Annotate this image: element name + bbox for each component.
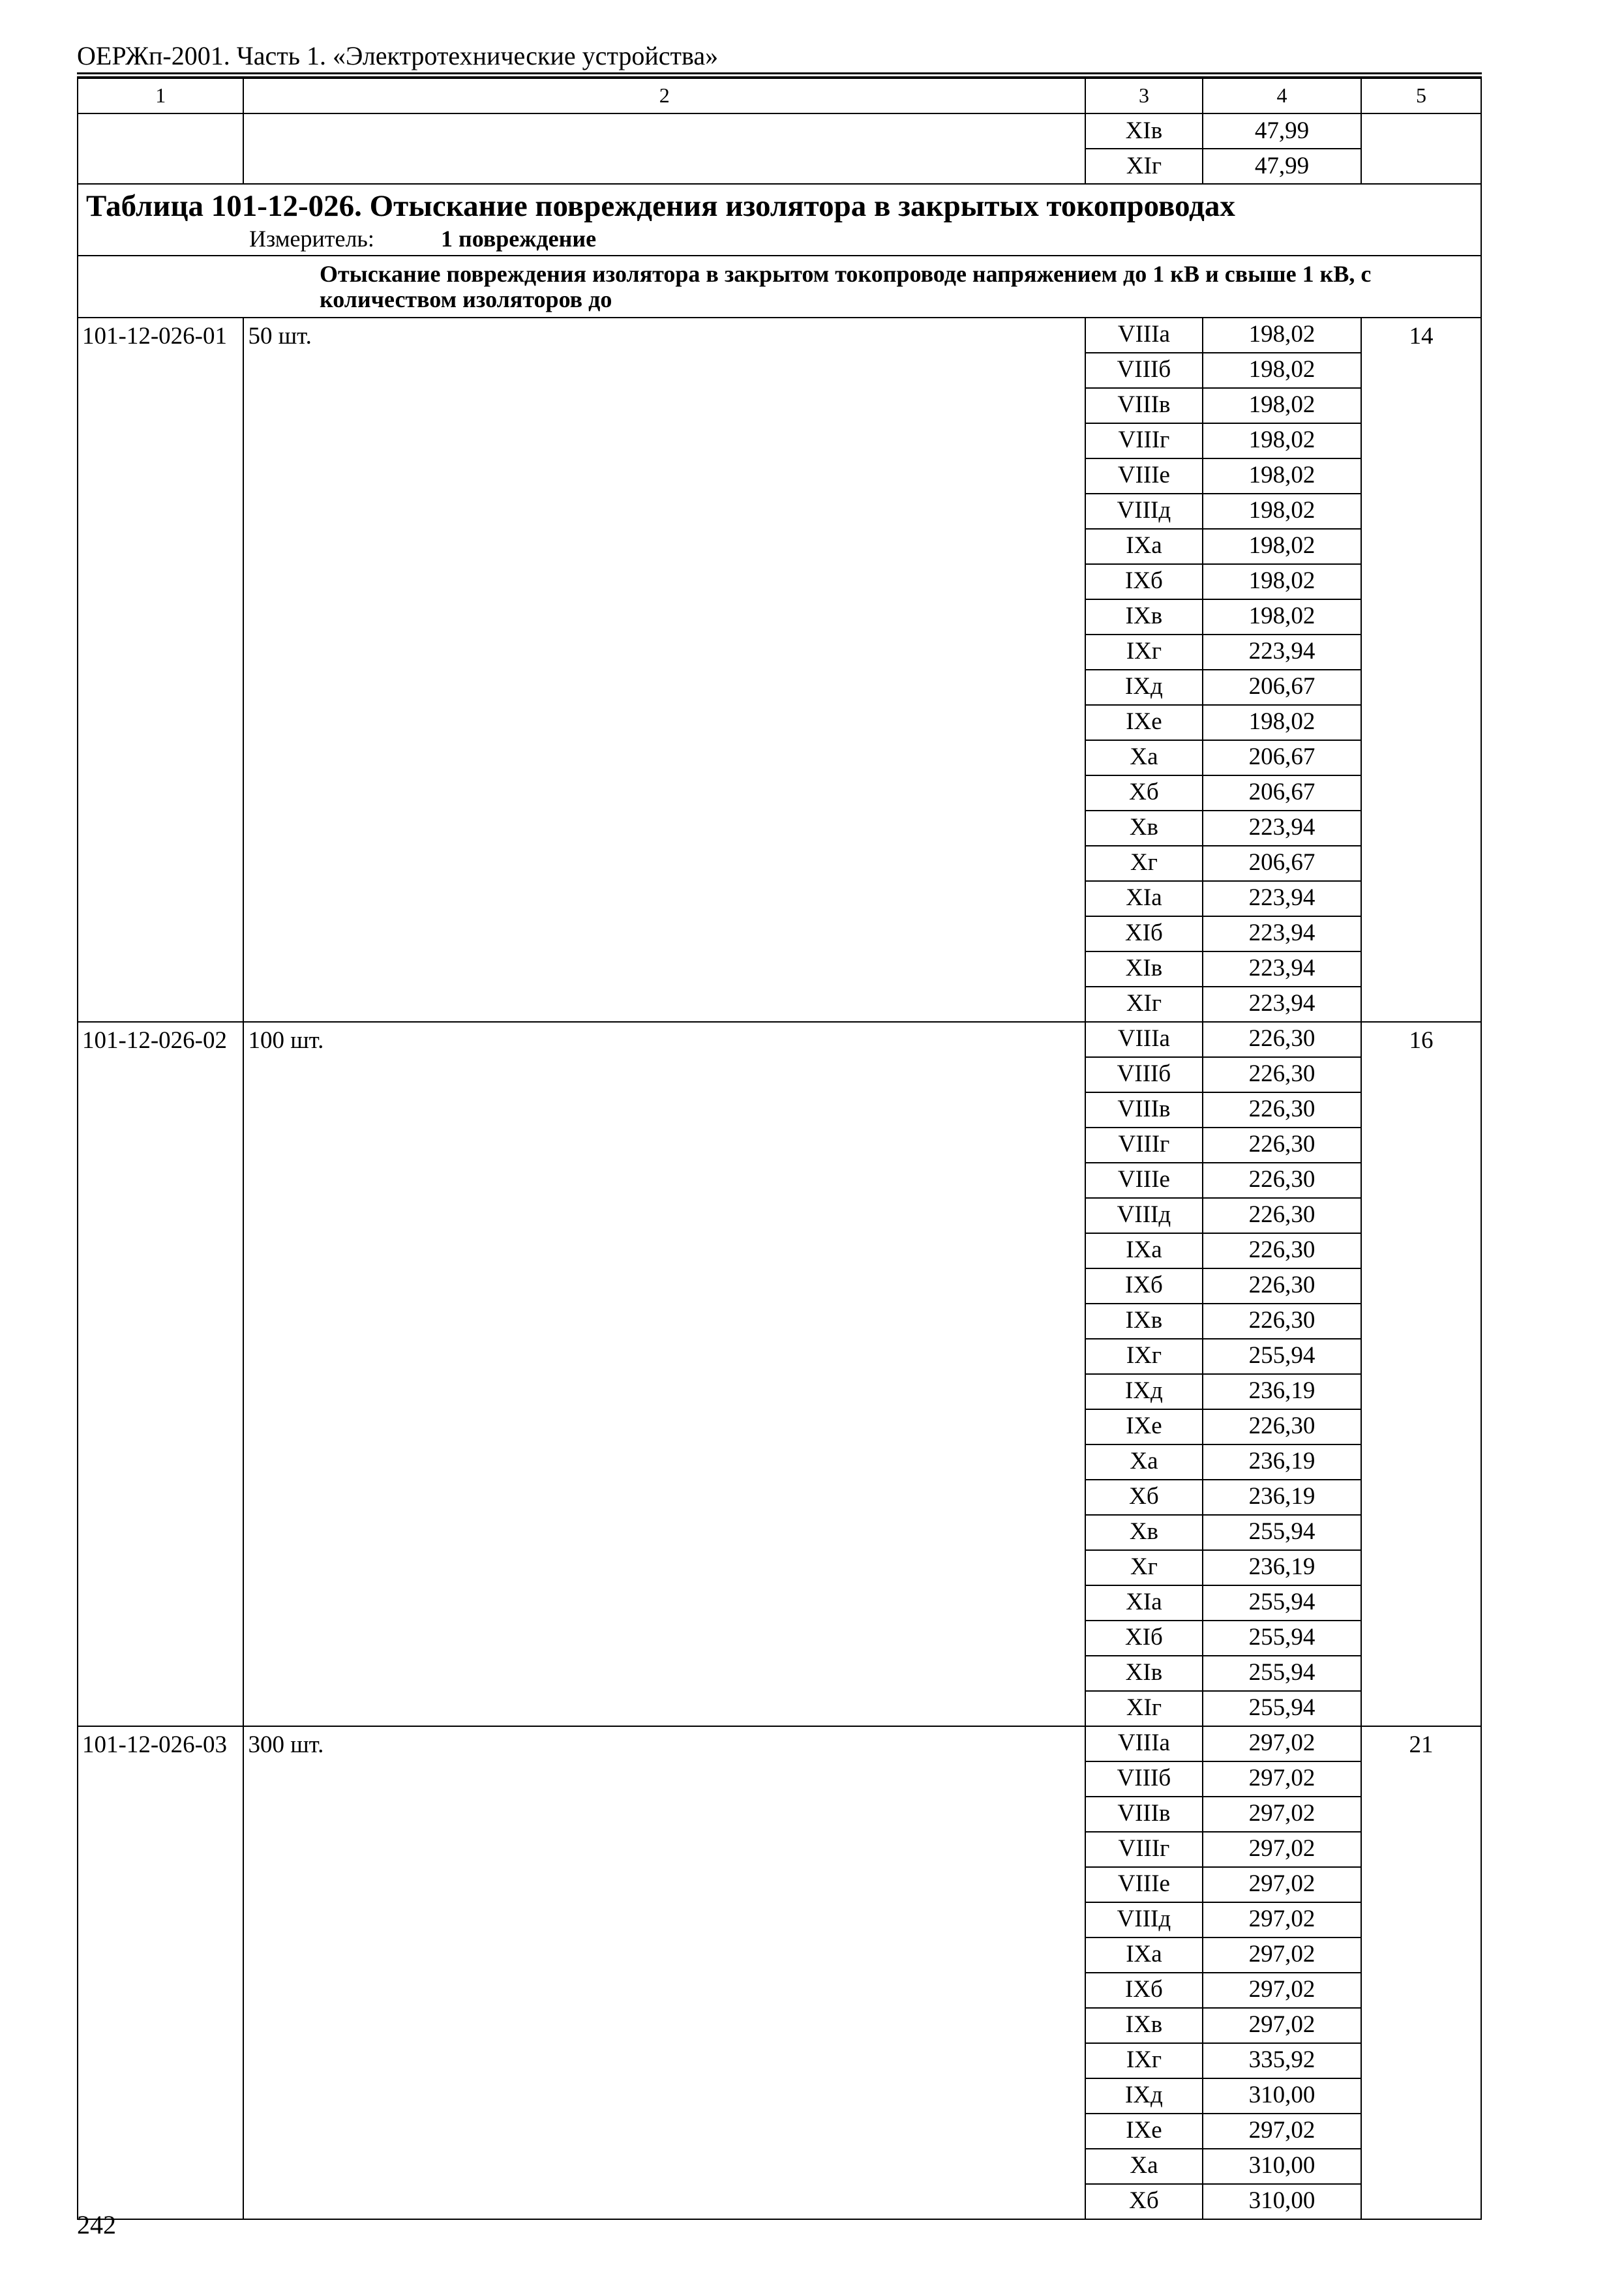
class-cell: VIIIа	[1085, 1726, 1203, 1761]
value-cell: 297,02	[1203, 1937, 1361, 1973]
class-cell: VIIIв	[1085, 1797, 1203, 1832]
value-cell: 206,67	[1203, 670, 1361, 705]
class-cell: XIв	[1085, 113, 1203, 149]
class-cell: Xб	[1085, 775, 1203, 811]
class-cell: Xб	[1085, 1480, 1203, 1515]
class-cell: VIIIв	[1085, 388, 1203, 423]
value-cell: 236,19	[1203, 1374, 1361, 1409]
item-count: 14	[1361, 318, 1481, 1022]
class-cell: VIIIв	[1085, 1092, 1203, 1128]
table-row	[78, 1726, 1481, 1761]
column-number: 3	[1085, 78, 1203, 113]
header-rule	[77, 72, 1482, 74]
value-cell: 47,99	[1203, 113, 1361, 149]
value-cell: 310,00	[1203, 2149, 1361, 2184]
page-header: ОЕРЖп-2001. Часть 1. «Электротехнические устройства»	[77, 41, 719, 70]
class-cell: IXд	[1085, 2078, 1203, 2114]
table-title-row	[78, 184, 1481, 256]
value-cell: 310,00	[1203, 2184, 1361, 2219]
value-cell: 297,02	[1203, 1832, 1361, 1867]
class-cell: IXв	[1085, 599, 1203, 635]
item-code: 101-12-026-01	[78, 318, 243, 1022]
class-cell: Xг	[1085, 846, 1203, 881]
class-cell: XIв	[1085, 951, 1203, 987]
subheader-text: Отыскание повреждения изолятора в закрытом токопроводе напряжением до 1 кВ и свыше 1 кВ, с количеством изоляторов до	[78, 256, 1481, 318]
class-cell: XIб	[1085, 1621, 1203, 1656]
value-cell: 255,94	[1203, 1621, 1361, 1656]
value-cell: 198,02	[1203, 494, 1361, 529]
value-cell: 255,94	[1203, 1585, 1361, 1621]
value-cell: 206,67	[1203, 775, 1361, 811]
value-cell: 226,30	[1203, 1268, 1361, 1304]
value-cell: 223,94	[1203, 881, 1361, 916]
class-cell: Xа	[1085, 2149, 1203, 2184]
class-cell: XIг	[1085, 987, 1203, 1022]
class-cell: VIIIа	[1085, 1022, 1203, 1057]
class-cell: IXе	[1085, 2114, 1203, 2149]
class-cell: IXа	[1085, 1233, 1203, 1268]
rates-table	[77, 78, 1482, 2220]
class-cell: VIIIг	[1085, 1832, 1203, 1867]
value-cell: 226,30	[1203, 1304, 1361, 1339]
class-cell: IXг	[1085, 2043, 1203, 2078]
class-cell: IXг	[1085, 1339, 1203, 1374]
class-cell: VIIIд	[1085, 1198, 1203, 1233]
class-cell: IXа	[1085, 1937, 1203, 1973]
item-code: 101-12-026-02	[78, 1022, 243, 1726]
empty-code-cell	[78, 113, 243, 184]
class-cell: IXб	[1085, 1268, 1203, 1304]
table-row	[78, 1022, 1481, 1057]
value-cell: 297,02	[1203, 1902, 1361, 1937]
class-cell: XIа	[1085, 881, 1203, 916]
class-cell: IXа	[1085, 529, 1203, 564]
class-cell: VIIIб	[1085, 1761, 1203, 1797]
column-number-row	[78, 78, 1481, 113]
value-cell: 236,19	[1203, 1480, 1361, 1515]
class-cell: VIIIд	[1085, 1902, 1203, 1937]
value-cell: 297,02	[1203, 1797, 1361, 1832]
class-cell: IXд	[1085, 1374, 1203, 1409]
class-cell: VIIIг	[1085, 423, 1203, 458]
table-title: Таблица 101-12-026. Отыскание повреждения изолятора в закрытых токопроводах	[86, 189, 1235, 223]
empty-count-cell	[1361, 113, 1481, 184]
column-number: 4	[1203, 78, 1361, 113]
value-cell: 226,30	[1203, 1128, 1361, 1163]
value-cell: 255,94	[1203, 1339, 1361, 1374]
value-cell: 223,94	[1203, 635, 1361, 670]
value-cell: 226,30	[1203, 1022, 1361, 1057]
value-cell: 198,02	[1203, 318, 1361, 353]
class-cell: VIIIг	[1085, 1128, 1203, 1163]
value-cell: 255,94	[1203, 1515, 1361, 1550]
class-cell: XIг	[1085, 1691, 1203, 1726]
class-cell: Xб	[1085, 2184, 1203, 2219]
class-cell: VIIIе	[1085, 1163, 1203, 1198]
value-cell: 297,02	[1203, 2114, 1361, 2149]
value-cell: 226,30	[1203, 1233, 1361, 1268]
value-cell: 297,02	[1203, 1867, 1361, 1902]
class-cell: XIв	[1085, 1656, 1203, 1691]
value-cell: 198,02	[1203, 423, 1361, 458]
value-cell: 198,02	[1203, 388, 1361, 423]
item-count: 16	[1361, 1022, 1481, 1726]
value-cell: 310,00	[1203, 2078, 1361, 2114]
column-number: 5	[1361, 78, 1481, 113]
value-cell: 223,94	[1203, 811, 1361, 846]
value-cell: 297,02	[1203, 2008, 1361, 2043]
class-cell: VIIIе	[1085, 458, 1203, 494]
value-cell: 47,99	[1203, 149, 1361, 184]
value-cell: 223,94	[1203, 987, 1361, 1022]
item-description: 50 шт.	[243, 318, 1085, 1022]
value-cell: 226,30	[1203, 1163, 1361, 1198]
empty-desc-cell	[243, 113, 1085, 184]
class-cell: IXв	[1085, 1304, 1203, 1339]
class-cell: Xа	[1085, 1444, 1203, 1480]
subheader-row	[78, 256, 1481, 318]
class-cell: VIIIб	[1085, 353, 1203, 388]
class-cell: VIIIе	[1085, 1867, 1203, 1902]
table-row	[78, 318, 1481, 353]
continuation-row	[78, 113, 1481, 149]
value-cell: 198,02	[1203, 599, 1361, 635]
class-cell: Xа	[1085, 740, 1203, 775]
value-cell: 236,19	[1203, 1550, 1361, 1585]
item-description: 100 шт.	[243, 1022, 1085, 1726]
class-cell: Xв	[1085, 811, 1203, 846]
class-cell: Xв	[1085, 1515, 1203, 1550]
value-cell: 226,30	[1203, 1198, 1361, 1233]
class-cell: VIIIа	[1085, 318, 1203, 353]
value-cell: 223,94	[1203, 951, 1361, 987]
value-cell: 198,02	[1203, 353, 1361, 388]
class-cell: IXб	[1085, 564, 1203, 599]
class-cell: VIIIд	[1085, 494, 1203, 529]
item-count: 21	[1361, 1726, 1481, 2219]
table-title-cell	[78, 184, 1481, 256]
class-cell: IXг	[1085, 635, 1203, 670]
page-number: 242	[77, 2210, 116, 2239]
value-cell: 226,30	[1203, 1409, 1361, 1444]
class-cell: XIа	[1085, 1585, 1203, 1621]
value-cell: 226,30	[1203, 1092, 1361, 1128]
meter	[249, 226, 1473, 252]
value-cell: 198,02	[1203, 705, 1361, 740]
class-cell: IXв	[1085, 2008, 1203, 2043]
value-cell: 223,94	[1203, 916, 1361, 951]
value-cell: 198,02	[1203, 529, 1361, 564]
value-cell: 297,02	[1203, 1761, 1361, 1797]
class-cell: VIIIб	[1085, 1057, 1203, 1092]
value-cell: 198,02	[1203, 564, 1361, 599]
column-number: 1	[78, 78, 243, 113]
value-cell: 226,30	[1203, 1057, 1361, 1092]
item-code: 101-12-026-03	[78, 1726, 243, 2219]
value-cell: 236,19	[1203, 1444, 1361, 1480]
meter-label: Измеритель:	[249, 226, 374, 252]
class-cell: IXд	[1085, 670, 1203, 705]
value-cell: 297,02	[1203, 1973, 1361, 2008]
class-cell: XIг	[1085, 149, 1203, 184]
value-cell: 255,94	[1203, 1656, 1361, 1691]
meter-value: 1 повреждение	[441, 226, 597, 252]
class-cell: IXе	[1085, 705, 1203, 740]
class-cell: Xг	[1085, 1550, 1203, 1585]
class-cell: IXб	[1085, 1973, 1203, 2008]
column-number: 2	[243, 78, 1085, 113]
value-cell: 335,92	[1203, 2043, 1361, 2078]
item-description: 300 шт.	[243, 1726, 1085, 2219]
value-cell: 206,67	[1203, 740, 1361, 775]
value-cell: 206,67	[1203, 846, 1361, 881]
value-cell: 297,02	[1203, 1726, 1361, 1761]
class-cell: XIб	[1085, 916, 1203, 951]
value-cell: 255,94	[1203, 1691, 1361, 1726]
value-cell: 198,02	[1203, 458, 1361, 494]
class-cell: IXе	[1085, 1409, 1203, 1444]
